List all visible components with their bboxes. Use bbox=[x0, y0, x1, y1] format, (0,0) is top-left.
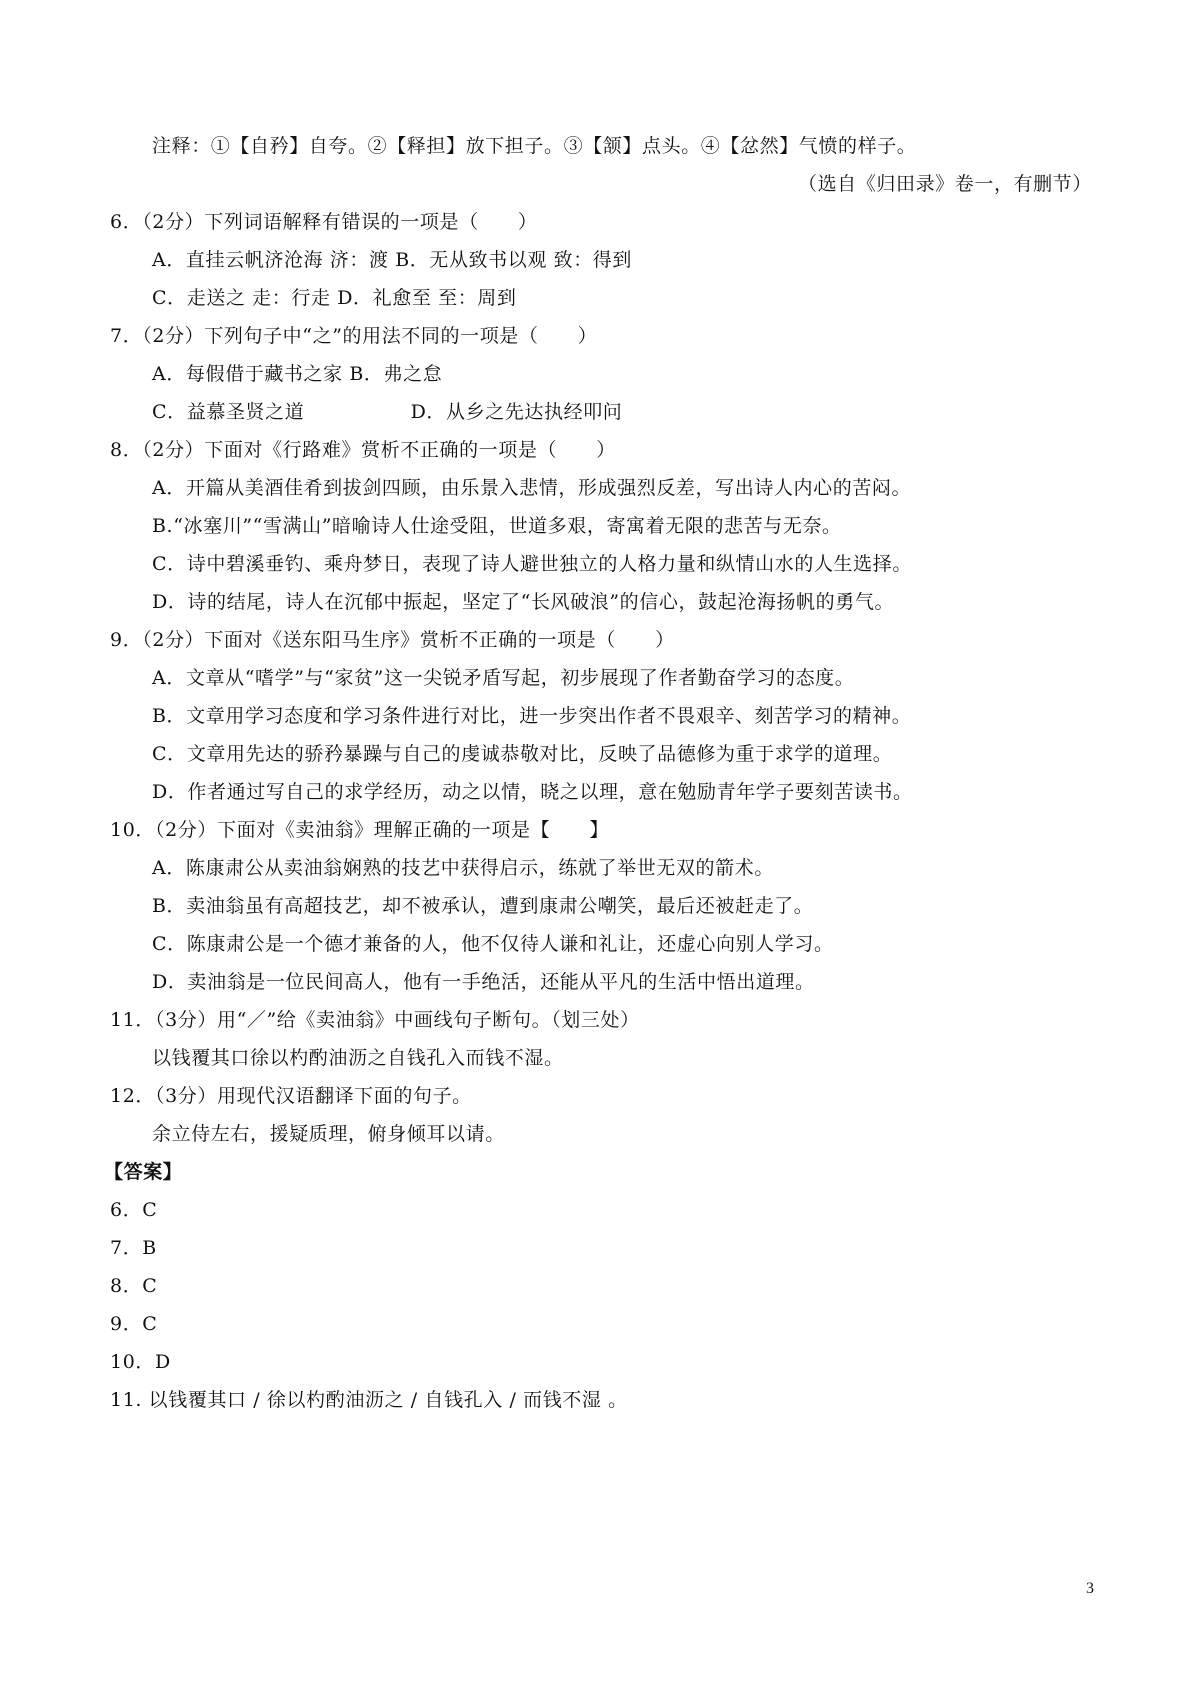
answer-item: 10．D bbox=[110, 1351, 171, 1373]
question-7-option-row: C．益慕圣贤之道 D．从乡之先达执经叩问 bbox=[152, 401, 623, 423]
question-9-option: C．文章用先达的骄矜暴躁与自己的虔诚恭敬对比，反映了品德修为重于求学的道理。 bbox=[152, 743, 893, 765]
question-9-stem: 9．（2分）下面对《送东阳马生序》赏析不正确的一项是（ ） bbox=[110, 629, 675, 651]
question-7-stem: 7．（2分）下列句子中“之”的用法不同的一项是（ ） bbox=[110, 325, 598, 347]
question-8-option: C．诗中碧溪垂钓、乘舟梦日，表现了诗人避世独立的人格力量和纵情山水的人生选择。 bbox=[152, 553, 912, 575]
question-12-stem: 12．（3分）用现代汉语翻译下面的句子。 bbox=[110, 1085, 472, 1107]
question-9-option: A．文章从“嗜学”与“家贫”这一尖锐矛盾写起，初步展现了作者勤奋学习的态度。 bbox=[152, 667, 855, 689]
question-12-sentence: 余立侍左右，援疑质理，俯身倾耳以请。 bbox=[152, 1123, 505, 1145]
answer-item: 6．C bbox=[110, 1199, 158, 1221]
answer-item: 7．B bbox=[110, 1237, 157, 1259]
notes-text: 注释：①【自矜】自夸。②【释担】放下担子。③【颔】点头。④【忿然】气愤的样子。 bbox=[152, 135, 917, 157]
question-8-option: A．开篇从美酒佳肴到拔剑四顾，由乐景入悲情，形成强烈反差，写出诗人内心的苦闷。 bbox=[152, 477, 912, 499]
question-6-option-row: A．直挂云帆济沧海 济：渡 B．无从致书以观 致：得到 bbox=[152, 249, 633, 271]
page-number: 3 bbox=[1086, 1580, 1094, 1597]
question-8-stem: 8．（2分）下面对《行路难》赏析不正确的一项是（ ） bbox=[110, 439, 616, 461]
notes-source: （选自《归田录》卷一，有删节） bbox=[797, 173, 1092, 195]
question-11-sentence: 以钱覆其口徐以杓酌油沥之自钱孔入而钱不湿。 bbox=[152, 1047, 564, 1069]
question-6-option-row: C．走送之 走：行走 D．礼愈至 至：周到 bbox=[152, 287, 517, 309]
question-10-option: C．陈康肃公是一个德才兼备的人，他不仅待人谦和礼让，还虚心向别人学习。 bbox=[152, 933, 834, 955]
question-9-option: B．文章用学习态度和学习条件进行对比，进一步突出作者不畏艰辛、刻苦学习的精神。 bbox=[152, 705, 912, 727]
question-8-option: D．诗的结尾，诗人在沉郁中振起，坚定了“长风破浪”的信心，鼓起沧海扬帆的勇气。 bbox=[152, 591, 895, 613]
answers-heading: 【答案】 bbox=[104, 1161, 183, 1183]
question-11-stem: 11．（3分）用“／”给《卖油翁》中画线句子断句。（划三处） bbox=[110, 1009, 640, 1031]
answer-item: 9．C bbox=[110, 1313, 158, 1335]
answer-item: 11. 以钱覆其口 / 徐以杓酌油沥之 / 自钱孔入 / 而钱不湿 。 bbox=[110, 1389, 628, 1411]
question-6-stem: 6．（2分）下列词语解释有错误的一项是（ ） bbox=[110, 211, 538, 233]
question-7-option-row: A．每假借于藏书之家 B．弗之怠 bbox=[152, 363, 443, 385]
question-9-option: D．作者通过写自己的求学经历，动之以情，晓之以理，意在勉励青年学子要刻苦读书。 bbox=[152, 781, 913, 803]
answer-item: 8．C bbox=[110, 1275, 158, 1297]
question-10-stem: 10．（2分）下面对《卖油翁》理解正确的一项是【 】 bbox=[110, 819, 609, 841]
question-10-option: A．陈康肃公从卖油翁娴熟的技艺中获得启示，练就了举世无双的箭术。 bbox=[152, 857, 774, 879]
question-10-option: D．卖油翁是一位民间高人，他有一手绝活，还能从平凡的生活中悟出道理。 bbox=[152, 971, 815, 993]
question-8-option: B.“冰塞川”“雪满山”暗喻诗人仕途受阻，世道多艰，寄寓着无限的悲苦与无奈。 bbox=[152, 515, 842, 537]
question-10-option: B．卖油翁虽有高超技艺，却不被承认，遭到康肃公嘲笑，最后还被赶走了。 bbox=[152, 895, 814, 917]
